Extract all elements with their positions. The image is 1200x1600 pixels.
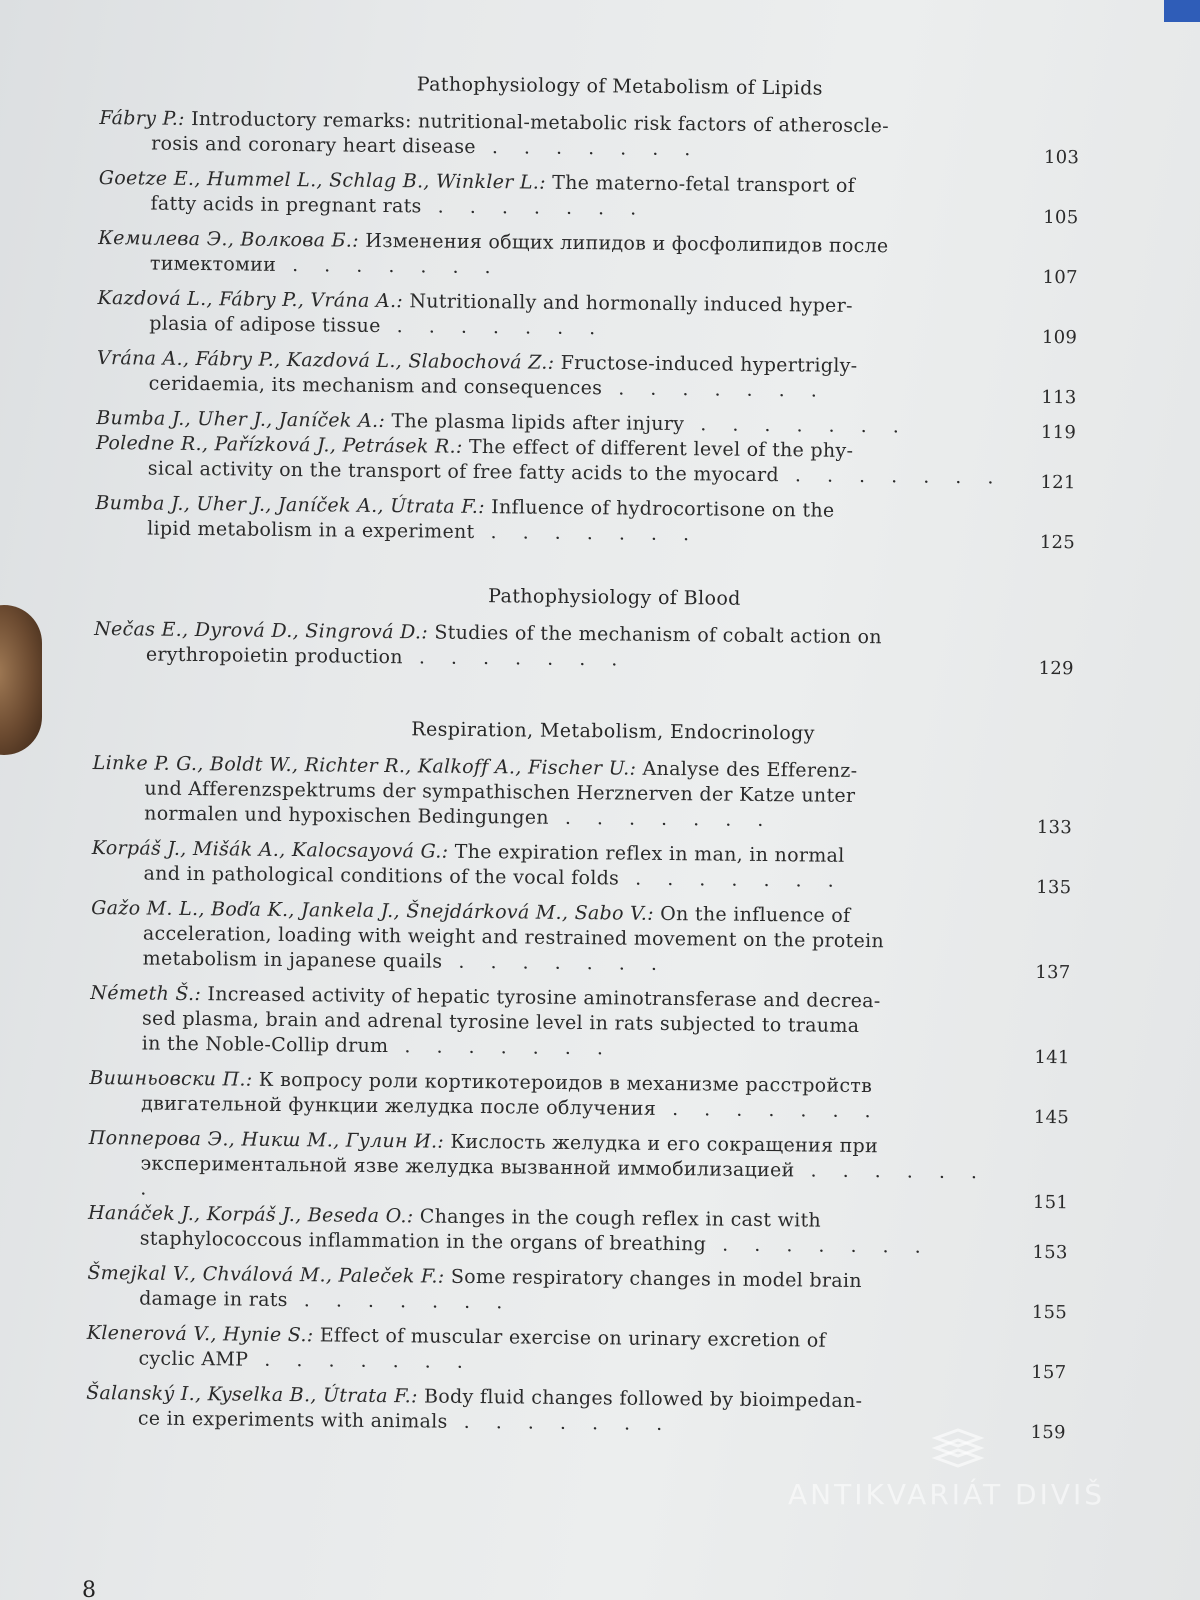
entry-title-text: On the influence of (660, 902, 851, 927)
leader-dots: . . . . . . . (388, 1035, 614, 1060)
entry-authors: Кемилева Э., Волкова Б.: (98, 226, 360, 252)
background-cover-edge (1164, 0, 1200, 22)
entry-title-text: К вопросу роли кортикотероидов в механизме расстройств (258, 1068, 873, 1098)
toc-entry[interactable] (90, 981, 1091, 1069)
leader-dots: . . . . . . . (287, 1289, 513, 1314)
toc-entry[interactable] (91, 836, 1091, 899)
entry-title-text: Кислость желудка и его сокращения при (450, 1130, 879, 1158)
entry-title-text: sical activity on the transport of free fatty acids to the myocard (147, 457, 780, 487)
section-title: Pathophysiology of Blood (488, 585, 741, 610)
entry-title-text: Studies of the mechanism of cobalt action on (434, 621, 882, 649)
entry-title-text: Changes in the cough reflex in cast with (419, 1205, 822, 1232)
entry-title-text: Influence of hydrocortisone on the (491, 496, 835, 522)
leader-dots: . . . . . . . (442, 950, 668, 975)
entry-title-text: экспериментальной язве желудка вызванной иммобилизацией (140, 1152, 795, 1182)
entry-title-text: erythropoietin production (145, 643, 403, 669)
entry-page-number: 135 (1036, 876, 1072, 899)
entry-authors: Korpáš J., Mišák A., Kalocsayová G.: (91, 836, 449, 863)
leader-dots: . . . . . . . (602, 377, 827, 402)
leader-dots: . . . . . . . (475, 135, 701, 161)
toc-entry[interactable] (99, 106, 1099, 169)
leader-dots: . . . . . . . (248, 1348, 473, 1373)
entry-title-text: Fructose-induced hypertrigly- (560, 351, 858, 377)
toc-entry[interactable] (86, 1321, 1086, 1384)
toc-entry[interactable] (88, 1126, 1089, 1214)
entry-authors: Gažo M. L., Boďa K., Jankela J., Šnejdárková M., Sabo V.: (91, 896, 654, 925)
entry-title-text: Analyse des Efferenz- (642, 757, 858, 782)
entry-authors: Vrána A., Fábry P., Kazdová L., Slabochová Z.: (96, 346, 555, 374)
toc-entry[interactable] (95, 491, 1095, 554)
entry-title-text: acceleration, loading with weight and restrained movement on the protein (142, 922, 885, 953)
entry-page-number: 155 (1031, 1301, 1068, 1324)
entry-title-text: Some respiratory changes in model brain (450, 1265, 862, 1293)
entry-title-text: The expiration reflex in man, in normal (454, 840, 845, 867)
entry-title-text: sed plasma, brain and adrenal tyrosine level in rats subjected to trauma (141, 1007, 860, 1038)
entry-authors: Šmejkal V., Chválová M., Paleček F.: (87, 1261, 445, 1288)
leader-dots: . . . . . . . (619, 867, 844, 892)
entry-page-number: 129 (1038, 657, 1074, 680)
toc-entry[interactable] (89, 1066, 1089, 1129)
leader-dots: . . . . . . . (275, 253, 501, 279)
entry-title-text: in the Noble-Collip drum (141, 1032, 389, 1058)
entry-title-text: Nutritionally and hormonally induced hyper- (409, 290, 853, 317)
entry-title-text: Изменения общих липидов и фосфолипидов после (365, 229, 889, 258)
entry-page-number: 133 (1036, 816, 1073, 839)
entry-authors: Goetze E., Hummel L., Schlag B., Winkler L.: (98, 166, 546, 194)
leader-dots: . . . . . . . (706, 1233, 931, 1258)
entry-authors: Fábry P.: (99, 106, 185, 130)
entry-title-text: Body fluid changes followed by bioimpedan- (423, 1385, 863, 1413)
section-title: Pathophysiology of Metabolism of Lipids (416, 73, 824, 100)
book-stack-icon (930, 1420, 986, 1470)
entry-title-text: ce in experiments with animals (137, 1407, 448, 1433)
entry-title-text: тимектомии (149, 252, 277, 276)
leader-dots: . . . . . . . (421, 195, 647, 220)
entry-authors: Nečas E., Dyrová D., Singrová D.: (94, 617, 429, 644)
entry-authors: Hanáček J., Korpáš J., Beseda O.: (87, 1201, 414, 1228)
entry-page-number: 151 (1032, 1191, 1069, 1214)
leader-dots: . . . . . . . (778, 464, 1004, 489)
toc-entry[interactable] (87, 1261, 1087, 1324)
entry-title-text: двигательной функции желудка после облучения (141, 1092, 657, 1120)
entry-title-text: normalen und hypoxischen Bedingungen (144, 802, 549, 829)
entry-title-text: plasia of adipose tissue (149, 312, 381, 337)
entry-page-number: 137 (1035, 961, 1071, 984)
toc-entry[interactable] (87, 1201, 1088, 1264)
entry-page-number: 105 (1043, 206, 1079, 229)
entry-page-number: 119 (1040, 421, 1077, 444)
entry-page-number: 103 (1043, 146, 1080, 169)
entry-authors: Попперова Э., Никш М., Гулин И.: (88, 1126, 445, 1153)
entry-authors: Šalanský I., Kyselka B., Útrata F.: (86, 1381, 418, 1408)
toc-entry[interactable] (95, 431, 1096, 494)
entry-authors: Вишньовски П.: (89, 1066, 253, 1091)
leader-dots: . . . . . . . (684, 413, 909, 438)
toc-entry[interactable] (98, 226, 1098, 289)
holding-thumb (0, 605, 42, 755)
entry-authors: Linke P. G., Boldt W., Richter R., Kalkoff A., Fischer U.: (92, 751, 637, 780)
entry-title-text: damage in rats (139, 1287, 288, 1312)
watermark-text: ANTIKVARIÁT DIVIŠ (788, 1478, 1106, 1511)
entry-title-text: Increased activity of hepatic tyrosine aminotransferase and decrea- (207, 983, 881, 1013)
entry-title-text: und Afferenzspektrums der sympathischen Herznerven der Katze unter (144, 777, 856, 807)
section-title: Respiration, Metabolism, Endocrinology (411, 718, 815, 745)
entry-title-text: cyclic AMP (138, 1347, 249, 1371)
entry-authors: Kazdová L., Fábry P., Vrána A.: (97, 286, 404, 313)
leader-dots: . . . . . . . (402, 646, 628, 671)
toc-entry[interactable] (94, 617, 1094, 680)
entry-title-text: The materno-fetal transport of (552, 171, 856, 197)
entry-page-number: 107 (1042, 266, 1078, 289)
entry-title-text: metabolism in japanese quails (142, 947, 443, 973)
entry-authors: Poledne R., Pařízková J., Petrásek R.: (95, 431, 463, 458)
toc-entry[interactable] (97, 286, 1097, 349)
entry-page-number: 159 (1030, 1421, 1066, 1444)
page-number: 8 (82, 1578, 96, 1600)
table-of-contents (86, 70, 1100, 1444)
entry-title-text: The plasma lipids after injury (391, 410, 685, 436)
toc-entry[interactable] (96, 346, 1097, 409)
entry-title-text: and in pathological conditions of the vocal folds (143, 862, 620, 890)
toc-entry[interactable] (92, 751, 1093, 839)
leader-dots: . . . . . . . (474, 520, 700, 546)
entry-page-number: 113 (1041, 386, 1077, 409)
toc-entry[interactable] (91, 896, 1092, 984)
entry-authors: Németh Š.: (90, 981, 202, 1006)
entry-page-number: 109 (1041, 326, 1078, 349)
entry-title-text: lipid metabolism in a experiment (147, 517, 475, 543)
entry-title-text: Introductory remarks: nutritional-metabolic risk factors of atheroscle- (191, 107, 890, 138)
toc-entry[interactable] (98, 166, 1098, 229)
entry-title-text: ceridaemia, its mechanism and consequences (148, 372, 603, 400)
leader-dots: . . . . . . . (447, 1410, 673, 1436)
entry-title-text: fatty acids in pregnant rats (150, 192, 422, 218)
entry-title-text: Effect of muscular exercise on urinary excretion of (319, 1324, 827, 1352)
entry-authors: Bumba J., Uher J., Janíček A., Útrata F.: (95, 491, 486, 519)
entry-page-number: 141 (1034, 1046, 1070, 1069)
leader-dots: . . . . . . . (380, 314, 606, 340)
leader-dots: . . . . . . . (140, 1159, 988, 1200)
entry-page-number: 121 (1040, 471, 1076, 494)
entry-page-number: 157 (1031, 1361, 1067, 1384)
entry-authors: Klenerová V., Hynie S.: (86, 1321, 314, 1347)
entry-authors: Bumba J., Uher J., Janíček A.: (96, 406, 386, 433)
entry-page-number: 153 (1032, 1241, 1068, 1264)
entry-title-text: staphylococcous inflammation in the organs of breathing (139, 1227, 707, 1256)
entry-title-text: rosis and coronary heart disease (151, 132, 476, 158)
entry-page-number: 145 (1033, 1106, 1070, 1129)
entry-page-number: 125 (1039, 531, 1076, 554)
entry-title-text: The effect of different level of the phy- (468, 435, 854, 462)
leader-dots: . . . . . . . (548, 806, 774, 832)
leader-dots: . . . . . . . (655, 1097, 881, 1123)
